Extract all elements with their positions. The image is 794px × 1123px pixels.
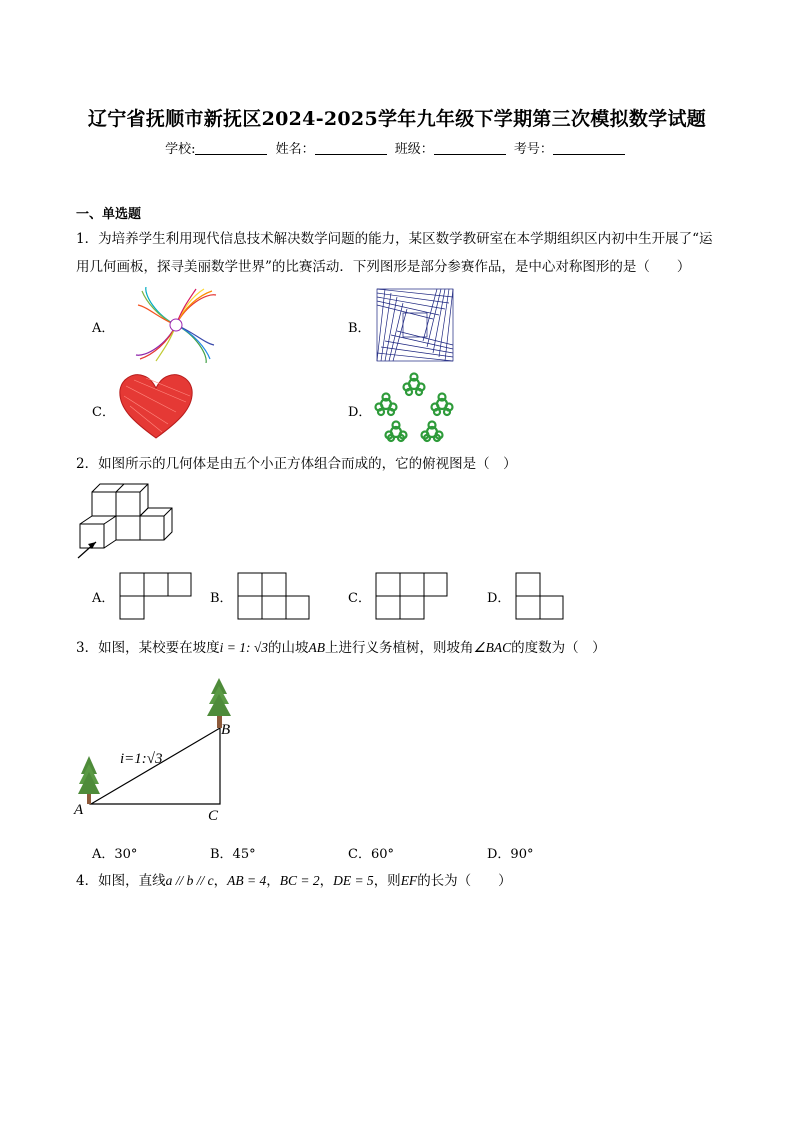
question-1-line-2: 用几何画板，探寻美丽数学世界”的比赛活动．下列图形是部分参赛作品，是中心对称图形的是（ ） [76, 259, 691, 275]
question-3-stem: 3．如图，某校要在坡度i = 1: √3的山坡AB上进行义务植树，则坡角∠BAC的度数为（ ） [76, 640, 606, 656]
class-label: 班级： [394, 142, 434, 157]
q2-option-b-label: B． [210, 591, 233, 606]
school-label: 学校: [165, 142, 196, 157]
q3-option-c: C．60° [348, 847, 394, 862]
q1-option-c-label: C． [92, 405, 115, 420]
q3-option-b: B．45° [210, 847, 256, 862]
q1-heart-image [116, 372, 196, 442]
length-ab: AB = 4 [227, 873, 267, 888]
q1-option-a-label: A． [92, 321, 115, 336]
q3-option-a: A．30° [92, 847, 138, 862]
question-1-line-1: 1．为培养学生利用现代信息技术解决数学问题的能力，某区数学教研室在本学期组织区内初中生开展了“运 [76, 231, 713, 247]
tree-at-b [207, 678, 231, 728]
class-blank[interactable] [434, 141, 506, 155]
name-blank[interactable] [315, 141, 387, 155]
vertex-b-label: B [221, 722, 231, 738]
q2-option-d-label: D． [487, 591, 511, 606]
q1-pentaflake-image [372, 370, 456, 446]
q2-option-a-label: A． [92, 591, 115, 606]
segment-ab: AB [308, 640, 325, 655]
slope-ratio: i = 1: √3 [219, 640, 268, 655]
segment-ef: EF [400, 873, 418, 888]
name-label: 姓名： [275, 142, 315, 157]
tree-at-a [78, 756, 100, 804]
question-2-stem: 2．如图所示的几何体是由五个小正方体组合而成的，它的俯视图是（ ） [76, 456, 517, 472]
q2-option-c-figure [375, 572, 449, 620]
q1-square-spiral-image [375, 287, 455, 363]
student-info-fields [0, 138, 794, 157]
q1-pinwheel-image [134, 287, 218, 363]
q3-slope-figure [70, 672, 240, 824]
exam-number-blank[interactable] [553, 141, 625, 155]
q2-option-c-label: C． [348, 591, 371, 606]
angle-bac: ∠BAC [473, 640, 512, 655]
slope-label: i=1:√3 [120, 751, 163, 767]
q1-option-d-label: D． [348, 405, 372, 420]
school-blank[interactable] [195, 141, 267, 155]
q2-option-a-figure [119, 572, 193, 620]
page-title: 辽宁省抚顺市新抚区2024-2025学年九年级下学期第三次模拟数学试题 [87, 108, 707, 130]
q2-option-b-figure [237, 572, 311, 620]
length-bc: BC = 2 [279, 873, 320, 888]
q3-option-d: D．90° [487, 847, 534, 862]
q1-option-b-label: B． [348, 321, 371, 336]
parallel-lines: a // b // c [165, 873, 214, 888]
vertex-c-label: C [208, 808, 219, 824]
vertex-a-label: A [74, 802, 84, 818]
section-heading: 一、单选题 [76, 207, 142, 222]
q2-cube-solid-figure [74, 482, 178, 562]
exam-number-label: 考号： [513, 142, 553, 157]
question-4-stem: 4．如图，直线a // b // c，AB = 4，BC = 2，DE = 5，则EF的长为（ ） [76, 873, 512, 889]
q2-option-d-figure [515, 572, 565, 620]
length-de: DE = 5 [333, 873, 374, 888]
